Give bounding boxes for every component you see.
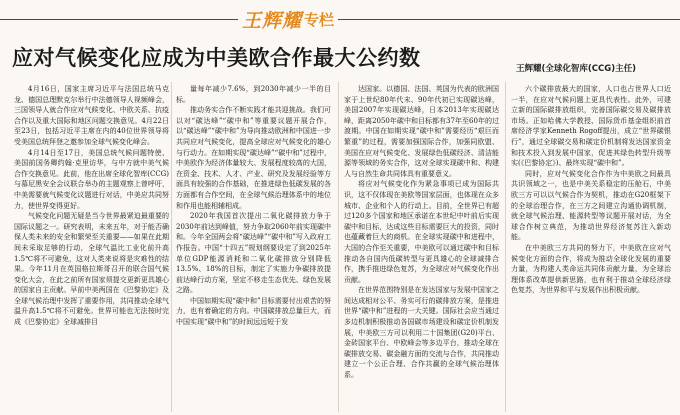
column-divider [338,82,339,412]
paragraph: 在世界范围特别是在发达国家与发展中国家之间达成相对公平、务实可行的碳排放方案，是推进世界“碳中和”进程的一大关键。国际社会应当通过多边机制积极推动各国碳市场建设和碳定价机制发展，中美欧三方可以利用二十国集团(G20)平台、金砖国家平台、中欧峰会等多边平台，推动全球在碳排放交易、碳金融方面的交流与合作，共同推动建立一个公正合理、合作共赢的全球气候治理体系。 [344,286,499,380]
column-divider [505,82,506,412]
paragraph: 4月16日，国家主席习近平与法国总统马克龙、德国总理默克尔举行中法德领导人视频峰会，三国领导人就合作应对气候变化、中欧关系、抗疫合作以及重大国际和地区问题交换意见。4月22日至23日，包括习近平主席在内的40位世界领导将受美国总统拜登之邀参加全球气候变化峰会。 [14,85,169,146]
columnist-name: 王辉耀 [242,9,303,32]
article-column-4 [511,84,671,414]
column-tag [238,4,338,34]
column-suffix: 专栏 [304,10,335,29]
paragraph: 六个碳排放最大的国家，人口也占世界人口近一半，在应对气候问题上更具代表性。此外，可建立新的国际碳排放组织，完善国际碳交易及碳排放市场。正如哈佛大学教授、国际货币基金组织前首席经济学家Kenneth Rogoff提出，成立“世界碳银行”，通过全球碳交易和碳定价机制将发达国家资金和技术投入到发展中国家，促进其绿色转型升级等实(《巴黎协定》)、最终实现“碳中和”。 [511,85,671,168]
paragraph: 将应对气候变化作为紧急事项已成为国际共识，这不仅体现在美欧等国家层面，也体现在众多城市、企业和个人的行动上。目前，全世界已有超过120多个国家和地区承诺在本世纪中叶前后实现碳中和目标，达成这些目标需要巨大的投资，同时也蕴藏着巨大的商机。在全球实现碳中和进程中，大国的合作至关重要，中美欧可以通过碳中和目标推动各自国内低碳转型与更具雄心的全球减排合作，携手推进绿色复苏，为全球应对气候变化作出贡献。 [344,180,499,284]
paragraph: 中国如期实现“碳中和”目标需要付出艰苦的努力，也有着确定的方向。中国碳排放总量巨大，而中国实现“碳中和”的时间远远短于发 [176,296,331,327]
paragraph: 量每年减少7.6%，到2030年减少一半的目标。 [176,85,331,104]
paragraph: 4月14日至17日，美国总统气候问题特使、美国前国务卿约翰·克里访华，与中方就中美气候合作交换意见。此前，他在出席全球化智库(CCG)与慕尼黑安全会议联合举办的主题观察上曾呼吁，中美需要就气候变化议题进行对话，中美应共同努力，使世界变得更好。 [14,148,169,210]
paragraph: 在中美欧三方共同的努力下，中美欧在应对气候变化方面的合作，将成为推动全球化发展的重要力量，为构建人类命运共同体贡献力量，为全球治理体系改革提供新思路，也有利于推动全球经济绿色复苏，为世界和平与发展作出积极贡献。 [511,243,671,295]
paragraph: 达国家。以德国、法国、英国为代表的欧洲国家于上世纪80年代末、90年代初已实现碳达峰，美国2007年实现碳达峰，日本2013年实现碳达峰，距离2050年碳中和目标都有37年至60年的过渡期。中国在如期实现“碳中和”需要经历“艰巨而繁重”的过程，需要加强国际合作，加强同欧盟、美国在应对气候变化、发展绿色低碳经济、清洁能源等领域的务实合作，这对全球实现碳中和、构建人与自然生命共同体具有重要意义。 [344,85,499,178]
paragraph: 推动务实合作不断实践才能共迎挑战。我们可以对“碳达峰”“碳中和”等重要议题开展合作，以“碳达峰”“碳中和”为导向推动欧洲和中国进一步共同应对气候变化，提高全球应对气候变化的雄心与行动力。在如期实现“碳达峰”“碳中和”过程中，中美欧作为经济体量较大、发展程度较高的大国，在资金、技术、人才、产业、研究及发展经验等方面具有较强的合作基础，在推进绿色低碳发展的各方面都有合作空间，在全球气候治理体系中的地位和作用也能相辅相成。 [176,106,331,210]
paragraph: 2020年我国首次提出二氧化碳排放力争于2030年前达到峰值，努力争取2060年前实现碳中和。今年全国两会将“碳达峰”“碳中和”写入政府工作报告。中国“十四五”规划纲要设定了到2025年单位GDP能源消耗和二氧化碳排放分别降低13.5%、18%的目标，制定了实施力争碳排放提前达峰行动方案，坚定不移走生态优先、绿色发展之路。 [176,212,331,295]
paragraph: 同时，应对气候变化合作作为中美欧之间最具共识领域之一，也是中美关系稳定的压舱石，中美欧三方可以以气候合作为契机，推动在G20框架下的全球治理合作，在三方之间建立沟通协调机制，就全球气候治理、能源转型等议题开展对话，为全球合作树立典范，为推动世界经济复苏注入新动能。 [511,169,671,242]
header-rule [0,19,680,20]
column-divider [171,82,172,412]
article-column-3 [344,84,499,414]
author-byline: 王辉耀(全球化智库(CCG)主任) [516,64,636,74]
column-header [0,0,680,40]
article-column-2 [176,84,331,414]
article-column-1 [14,84,169,414]
paragraph: 气候变化问题无疑是当今世界最紧迫最重要的国际议题之一。研究表明，未来五年，对于能否确保人类未来的安全和繁荣至关重要——如果在此期间未采取足够的行动，全球气温比工业化前升高1.5℃将不可避免，这对人类来说将是灾难性的结果。今年11月在英国格拉斯哥召开的联合国气候变化大会，在此之前所有国家须提交更新更具雄心的国家自主贡献。早前中美两国在《巴黎协定》及全球气候治理中发挥了重要作用，共同推动全球气温升高1.5℃将不可避免。世界可能也无法按时完成《巴黎协定》全球减排目 [14,212,169,327]
article-title: 应对气候变化应成为中美欧合作最大公约数 [12,46,421,70]
